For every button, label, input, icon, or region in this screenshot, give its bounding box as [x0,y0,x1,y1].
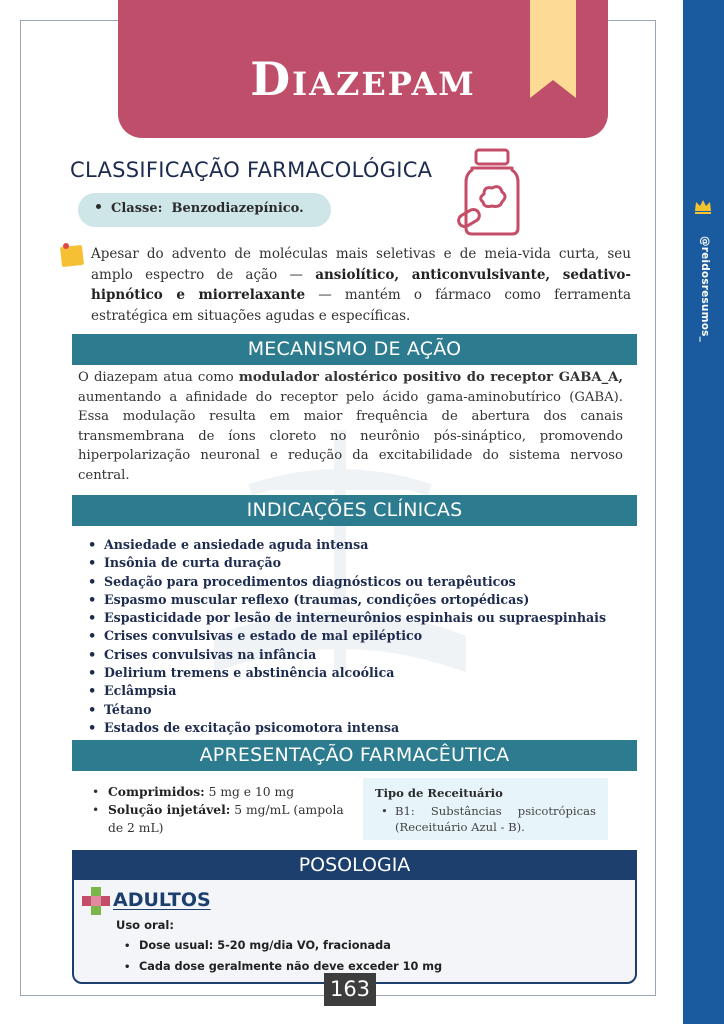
list-item: • Crises convulsivas e estado de mal epiléptico [88,627,606,645]
list-item: • Tétano [88,701,606,719]
list-item: • Sedação para procedimentos diagnósticos ou terapêuticos [88,573,606,591]
mechanism-heading: MECANISMO DE AÇÃO [72,334,637,365]
class-pill [78,193,331,227]
mechanism-bold: modulador alostérico positivo do receptor GABA_A, [238,370,623,385]
page-number: 163 [324,973,376,1006]
presentation-heading: APRESENTAÇÃO FARMACÊUTICA [72,740,637,771]
medical-cross-icon [82,887,110,915]
prescription-text: • B1: Substâncias psicotrópicas (Receituário Azul - B). [375,803,596,835]
prescription-title: Tipo de Receituário [375,786,503,800]
route-label: Uso oral: [116,918,174,932]
indications-list [88,536,606,737]
list-item: • Espasticidade por lesão de interneurônios espinhais ou supraespinhais [88,609,606,627]
social-handle: @reidosresumos_ [699,236,711,343]
bullet [96,204,101,209]
list-item [92,783,350,801]
dose-usual-label: Dose usual: [139,939,214,952]
list-item: • Eclâmpsia [88,682,606,700]
list-item: • Delirium tremens e abstinência alcoólica [88,664,606,682]
list-item [124,936,442,957]
intro-paragraph [91,244,631,326]
list-item: • Espasmo muscular reflexo (traumas, condições ortopédicas) [88,591,606,609]
pill-bottle-icon [456,148,524,236]
tablets-label: Comprimidos: [108,784,205,799]
adults-heading: ADULTOS [113,889,211,911]
sticky-note-icon [57,240,87,270]
mechanism-text-2: aumentando a afinidade do receptor pelo ácido gama-aminobutírico (GABA). Essa modulação resulta em maior frequência de abertura dos canais transmembrana de íons cloreto no neurônio pós-sináptico, promovendo hiperpolarização neuronal e redução da excitabilidade do sistema nervoso central. [78,389,623,483]
intro-text-2: — mantém o fármaco como ferramenta estratégica em situações agudas e específicas. [91,287,631,324]
crown-logo-icon [693,196,713,216]
class-label: Classe: [111,201,163,216]
list-item: • Cada dose geralmente não deve exceder 10 mg [124,957,442,978]
dose-usual-value: 5-20 mg/dia VO, fracionada [213,939,391,952]
list-item: • Estados de excitação psicomotora intensa [88,719,606,737]
mechanism-paragraph [78,368,623,486]
posology-heading: POSOLOGIA [72,850,637,880]
list-item [92,801,350,837]
list-item: • Crises convulsivas na infância [88,646,606,664]
intro-bold: ansiolítico, anticonvulsivante, sedativo-hipnótico e miorrelaxante [91,266,631,303]
intro-text-1: Apesar do advento de moléculas mais seletivas e de meia-vida curta, seu amplo espectro de ação — [91,246,631,283]
class-value: Benzodiazepínico. [171,201,304,216]
injection-value: 5 mg/mL (ampola de 2 mL) [108,803,344,835]
injection-label: Solução injetável: [108,802,231,817]
tablets-value: 5 mg e 10 mg [204,785,295,799]
indications-heading: INDICAÇÕES CLÍNICAS [72,495,637,526]
mechanism-text-1: O diazepam atua como [78,370,239,385]
presentation-list [92,783,350,837]
side-bar [683,0,724,1024]
prescription-box [363,778,608,840]
list-item: • Ansiedade e ansiedade aguda intensa [88,536,606,554]
page-title: Diazepam [250,52,476,106]
classification-heading: CLASSIFICAÇÃO FARMACOLÓGICA [70,158,433,182]
dose-list [124,936,442,978]
bookmark-ribbon-icon [530,0,576,98]
list-item: • Insônia de curta duração [88,554,606,572]
